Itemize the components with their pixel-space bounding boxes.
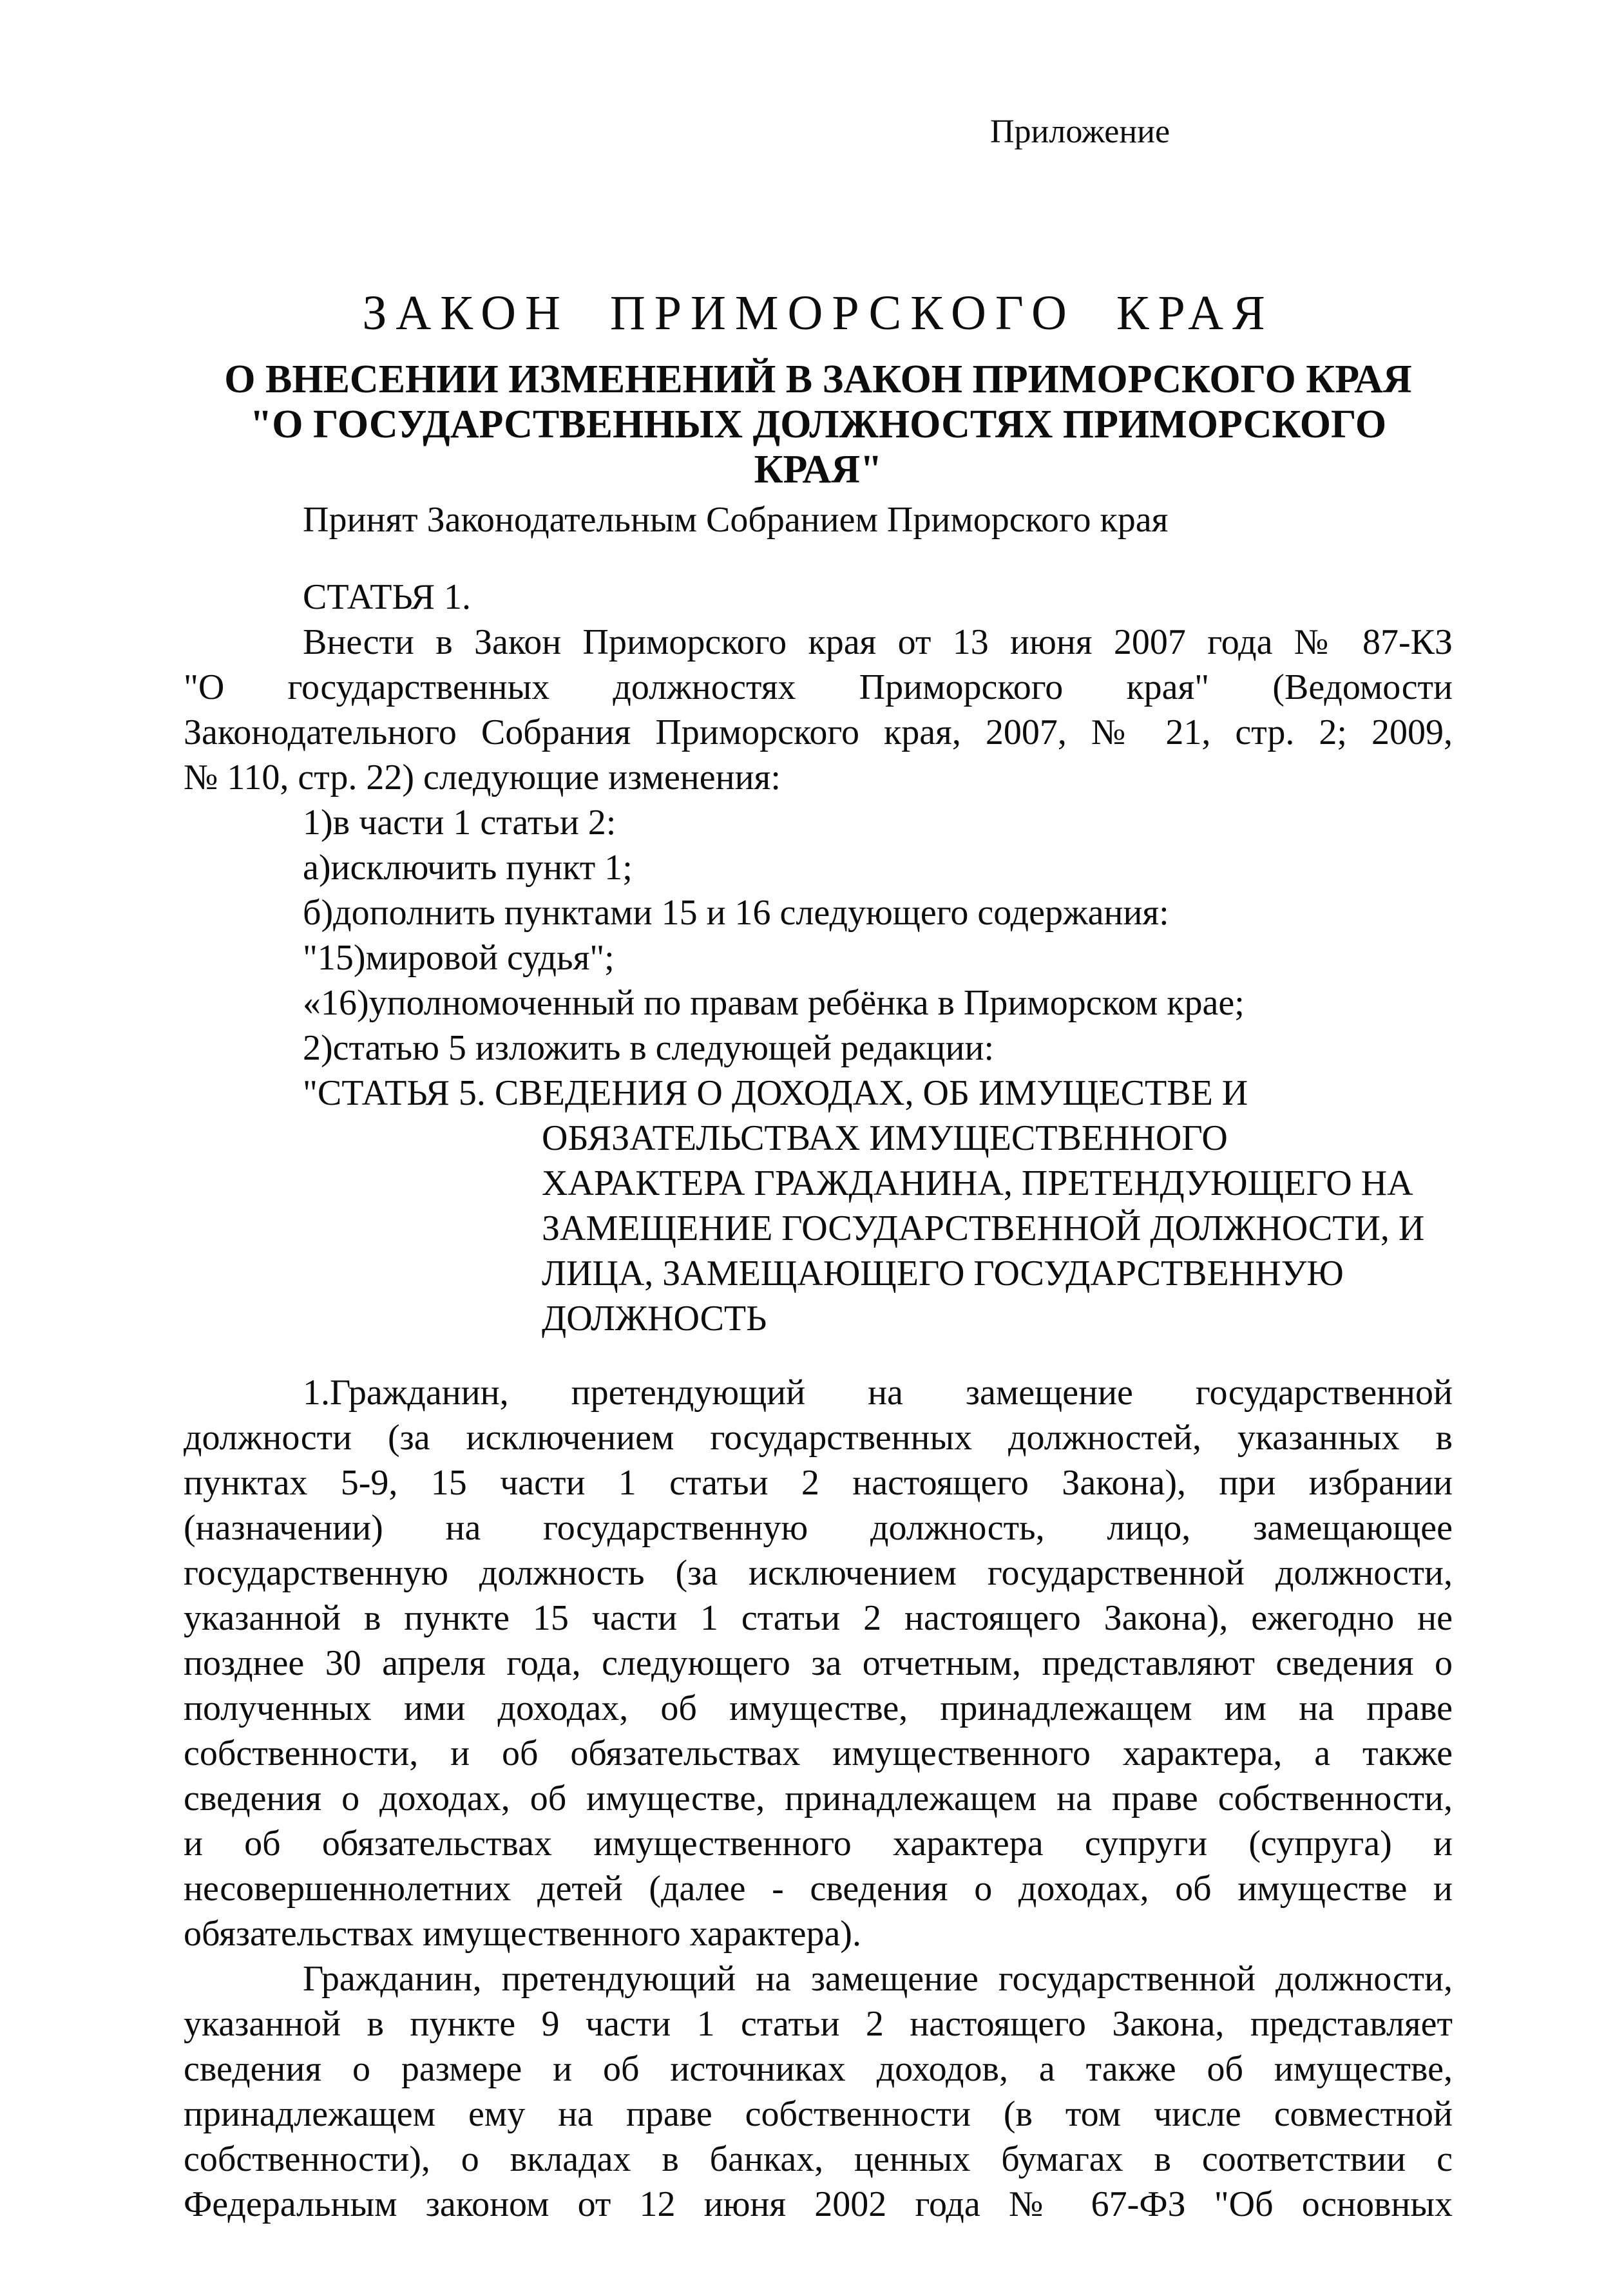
article5-paragraph1-line: полученных ими доходах, об имуществе, принадлежащем им на праве (184, 1688, 1453, 1728)
article5-paragraph1-line: (назначении) на государственную должность, лицо, замещающее (184, 1508, 1453, 1548)
article1-intro-paragraph-line: "О государственных должностях Приморского края" (Ведомости (184, 667, 1453, 707)
law-subtitle-line1: О ВНЕСЕНИИ ИЗМЕНЕНИЙ В ЗАКОН ПРИМОРСКОГО КРАЯ (224, 358, 1412, 401)
article1-intro-paragraph-line: № 110, стр. 22) следующие изменения: (184, 758, 781, 797)
amendment-list-line: б)дополнить пунктами 15 и 16 следующего содержания: (303, 893, 1169, 933)
article5-paragraph1-line: сведения о доходах, об имуществе, принадлежащем на праве собственности, (184, 1779, 1453, 1818)
article1-intro-paragraph-line: Законодательного Собрания Приморского края, 2007, № 21, стр. 2; 2009, (184, 712, 1453, 752)
amendment-list-line: «16)уполномоченный по правам ребёнка в Приморском крае; (303, 983, 1245, 1023)
article5-paragraph2-line: указанной в пункте 9 части 1 статьи 2 настоящего Закона, представляет (184, 2004, 1453, 2044)
article5-paragraph1-line: 1.Гражданин, претендующий на замещение государственной (303, 1373, 1453, 1413)
adopted-by-line: Принят Законодательным Собранием Приморского края (303, 500, 1169, 540)
article5-paragraph1-line: позднее 30 апреля года, следующего за отчетным, представляют сведения о (184, 1643, 1453, 1683)
amendment-list-line: "15)мировой судья"; (303, 938, 615, 978)
article5-paragraph1-line: пунктах 5-9, 15 части 1 статьи 2 настоящего Закона), при избрании (184, 1463, 1453, 1503)
annotation-appendix: Приложение (990, 113, 1170, 150)
article5-heading-block-line: ЛИЦА, ЗАМЕЩАЮЩЕГО ГОСУДАРСТВЕННУЮ (542, 1254, 1344, 1293)
amendment-list (184, 800, 1453, 1071)
article5-paragraph2 (184, 1956, 1453, 2227)
article5-paragraph2-line: принадлежащем ему на праве собственности (в том числе совместной (184, 2094, 1453, 2134)
article5-paragraph1-line: несовершеннолетних детей (далее - сведения о доходах, об имуществе и (184, 1869, 1453, 1909)
law-title: ЗАКОН ПРИМОРСКОГО КРАЯ (362, 286, 1274, 340)
law-subtitle-line2: "О ГОСУДАРСТВЕННЫХ ДОЛЖНОСТЯХ ПРИМОРСКОГО КРАЯ" (249, 403, 1387, 491)
article5-paragraph1-line: указанной в пункте 15 части 1 статьи 2 настоящего Закона), ежегодно не (184, 1598, 1453, 1638)
article5-paragraph1-line: должности (за исключением государственных должностей, указанных в (184, 1418, 1453, 1458)
article1-heading: СТАТЬЯ 1. (303, 577, 472, 617)
law-subtitle (184, 357, 1453, 492)
article5-paragraph1-line: государственную должность (за исключением государственной должности, (184, 1553, 1453, 1593)
article5-paragraph2-line: собственности), о вкладах в банках, ценных бумагах в соответствии с (184, 2139, 1453, 2179)
article5-heading-block-line: ОБЯЗАТЕЛЬСТВАХ ИМУЩЕСТВЕННОГО (542, 1118, 1228, 1158)
article5-paragraph2-line: сведения о размере и об источниках доходов, а также об имуществе, (184, 2049, 1453, 2089)
article5-heading-block-line: ЗАМЕЩЕНИЕ ГОСУДАРСТВЕННОЙ ДОЛЖНОСТИ, И (542, 1208, 1425, 1248)
amendment-list-line: а)исключить пункт 1; (303, 848, 633, 888)
article5-heading-block-line: "СТАТЬЯ 5. СВЕДЕНИЯ О ДОХОДАХ, ОБ ИМУЩЕСТВЕ И (303, 1073, 1248, 1113)
amendment-list-line: 1)в части 1 статьи 2: (303, 803, 616, 843)
article5-paragraph2-line: Гражданин, претендующий на замещение государственной должности, (303, 1959, 1453, 1999)
article5-paragraph1-line: обязательствах имущественного характера). (184, 1914, 861, 1954)
article5-heading-block-line: ДОЛЖНОСТЬ (542, 1299, 767, 1339)
article5-paragraph1-line: и об обязательствах имущественного характера супруги (супруга) и (184, 1824, 1453, 1864)
article5-heading-block (184, 1071, 1453, 1341)
article5-paragraph1 (184, 1370, 1453, 1956)
amendment-list-line: 2)статью 5 изложить в следующей редакции: (303, 1028, 994, 1068)
article1-intro-paragraph-line: Внести в Закон Приморского края от 13 июня 2007 года № 87-КЗ (303, 622, 1453, 662)
article5-heading-block-line: ХАРАКТЕРА ГРАЖДАНИНА, ПРЕТЕНДУЮЩЕГО НА (542, 1163, 1413, 1203)
article1-intro-paragraph (184, 620, 1453, 800)
article5-paragraph1-line: собственности, и об обязательствах имущественного характера, а также (184, 1733, 1453, 1773)
article5-paragraph2-line: Федеральным законом от 12 июня 2002 года № 67-ФЗ "Об основных (184, 2184, 1453, 2224)
